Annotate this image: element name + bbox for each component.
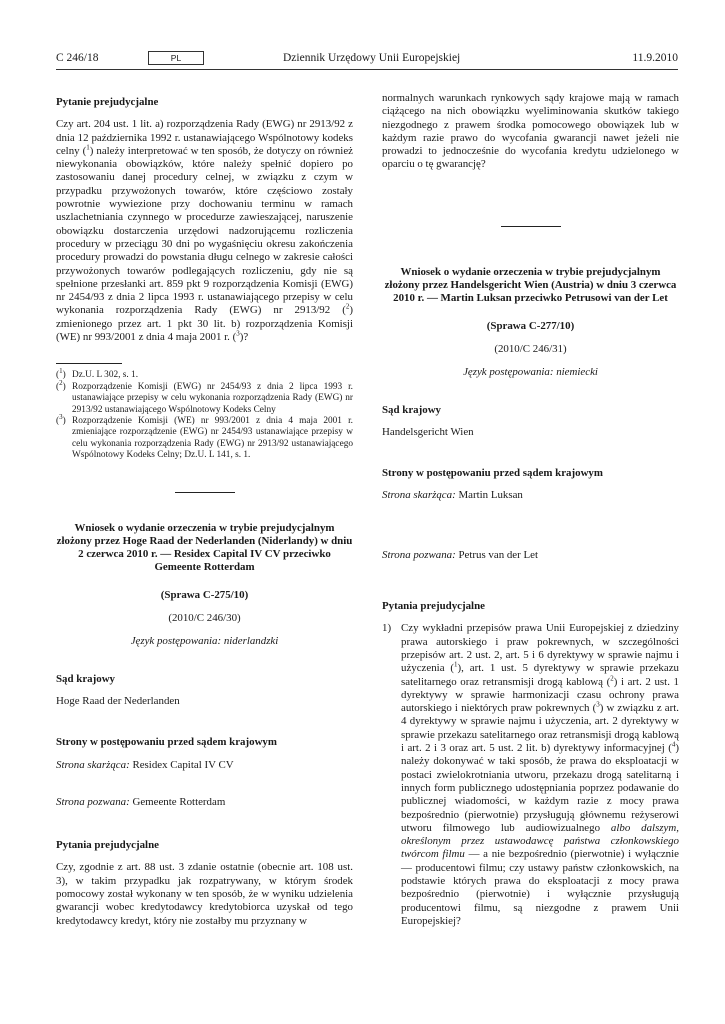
questions-heading: Pytania prejudycjalne xyxy=(56,839,159,852)
question-heading: Pytanie prejudycjalne xyxy=(56,96,159,108)
plaintiff: Strona skarżąca: Residex Capital IV CV xyxy=(56,758,234,771)
right-column xyxy=(382,92,679,928)
question-body: Czy art. 204 ust. 1 lit. a) rozporządzenia Rady (EWG) nr 2913/92 z dnia 12 października 1992 r. ustanawiającego Wspólnotowy kodeks celny ($^1$) należy interpretować w ten sposób, że dotyczy on również niewykonania obowiązków, które należy spełnić dopiero po zastosowaniu danej procedury celnej, w związku z czym w przypadku przywożonych towarów, które częściowo zostały powrotnie wywiezione przy dochowaniu terminu w ramach uszlachetniania czynnego w procedurze zawieszającej, naruszenie obowiązku dostarczenia urzędowi nadzorującemu rozliczenia procedury w przeciągu 30 dni po wygaśnięciu okresu zakończenia procedury prowadzi do powstania długu celnego w zakresie całości przywożonych towarów podlegających rozliczeniu, gdy nie są spełnione przesłanki art. 859 pkt 9 rozporządzenia Komisji (EWG) nr 2454/93 z dnia 2 lipca 1993 r. ustanawiającego przepisy w celu wykonania rozporządzenia Rady (EWG) nr 2913/92 ($^2$) zmienionego przez art. 1 pkt 30 lit. b) rozporządzenia Komisji (WE) nr 993/2001 z dnia 4 maja 2001 r. ($^3$)? xyxy=(56,118,353,344)
case-number: (Sprawa C-277/10) xyxy=(486,319,575,332)
case-title: Wniosek o wydanie orzeczenia w trybie prejudycjalnym złożony przez Handelsgericht Wien (Austria) w dniu 3 czerwca 2010 r. — Martin Luksan przeciwko Petrusowi van der Let xyxy=(384,265,677,305)
journal-title: Dziennik Urzędowy Unii Europejskiej xyxy=(283,52,461,64)
left-column xyxy=(56,92,353,928)
defendant: Strona pozwana: Gemeente Rotterdam xyxy=(56,795,226,808)
footnotes xyxy=(56,367,353,461)
language-of-proceedings: Język postępowania: niderlandzki xyxy=(130,635,279,648)
court-name: Handelsgericht Wien xyxy=(382,425,474,438)
issue-date: 11.9.2010 xyxy=(632,52,678,64)
court-heading: Sąd krajowy xyxy=(382,403,441,416)
court-heading: Sąd krajowy xyxy=(56,672,115,685)
defendant: Strona pozwana: Petrus van der Let xyxy=(382,548,539,561)
footnote: ($^2$) Rozporządzenie Komisji (EWG) nr 2454/93 z dnia 2 lipca 1993 r. ustanawiające przepisy w celu wykonania rozporządzenia Rady (EWG) nr 2913/92 ustanawiającego Wspólnotowy Kodeks Celny xyxy=(56,378,353,415)
case-number: (Sprawa C-275/10) xyxy=(160,588,249,601)
continued-text: normalnych warunkach rynkowych sądy krajowe mają w ramach ciążącego na nich obowiązku wyeliminowania skutków takiego niezgodnego z prawem środka pomocowego obowiązek lub w każdym razie prawo do wycofania gwarancji nawet jeżeli nie prowadzi to jednocześnie do wycofania kredytu udzielonego w oparciu o tę gwarancję? xyxy=(382,92,679,171)
header-rule xyxy=(56,69,678,70)
footnote: ($^1$) Dz.U. L 302, s. 1. xyxy=(56,367,139,381)
parties-heading: Strony w postępowaniu przed sądem krajowym xyxy=(56,736,277,749)
section-separator xyxy=(501,226,561,227)
footnote-rule xyxy=(56,363,122,364)
section-separator xyxy=(175,492,235,493)
court-name: Hoge Raad der Nederlanden xyxy=(56,694,180,707)
language-box: PL xyxy=(148,51,204,65)
question-item: 1) Czy wykładni przepisów prawa Unii Europejskiej z dziedziny prawa autorskiego i praw pokrewnych, w szczególności przepisów art. 2 ust. 2, art. 5 i 6 dyrektywy w sprawie najmu i użyczenia ($^1$), art. 1 ust. 5 dyrektywy w sprawie przekazu satelitarnego oraz retransmisji drogą kablową ($^2$) i art. 2 ust. 1 dyrektywy w sprawie harmonizacji czasu ochrony prawa autorskiego i niektórych praw pokrewnych ($^3$) w związku z art. 4 dyrektywy w sprawie najmu i użyczenia, art. 2 dyrektywy w sprawie przekazu satelitarnego oraz retransmisji drogą kablową i art. 2 i 3 oraz art. 5 ust. 2 lit. b) dyrektywy informacyjnej ($^4$) należy dokonywać w taki sposób, że prawa do eksploatacji w postaci zwielokrotniania utworu, przekazu drogą satelitarną i innych form publicznego udostępniania poprzez podawanie do publicznej wiadomości, w każdym razie z mocy prawa bezpośrednio (pierwotnie) przysługują głównemu reżyserowi utworu filmowego lub audiowizualnego albo dalszym, określonym przez ustawodawcę państwa członkowskiego twórcom filmu — a nie bezpośrednio (pierwotnie) i wyłącznie — producentowi filmu; czy ustawy państw członkowskich, na podstawie których prawa do eksploatacji z mocy prawa bezpośrednio (pierwotnie) i wyłącznie przysługują producentowi filmu, są niezgodne z prawem Unii Europejskiej? xyxy=(382,622,679,927)
page-reference: C 246/18 xyxy=(56,52,99,64)
plaintiff: Strona skarżąca: Martin Luksan xyxy=(382,489,523,502)
case-title: Wniosek o wydanie orzeczenia w trybie prejudycjalnym złożony przez Hoge Raad der Nederlanden (Niderlandy) w dniu 2 czerwca 2010 r. — Residex Capital IV CV przeciwko Gemeente Rotterdam xyxy=(56,521,353,574)
language-of-proceedings: Język postępowania: niemiecki xyxy=(463,366,598,379)
questions-heading: Pytania prejudycjalne xyxy=(382,600,485,613)
case-reference: (2010/C 246/31) xyxy=(494,342,567,355)
case-reference: (2010/C 246/30) xyxy=(168,612,241,625)
page-header xyxy=(56,52,678,70)
footnote: ($^3$) Rozporządzenie Komisji (WE) nr 993/2001 z dnia 4 maja 2001 r. zmieniające rozporządzenie (EWG) nr 2454/93 ustanawiające przepisy w celu wykonania rozporządzenia Rady (EWG) nr 2913/92 ustanawiającego Wspólnotowy Kodeks Celny; Dz.U. L 141, s. 1. xyxy=(56,412,353,461)
questions-body: Czy, zgodnie z art. 88 ust. 3 zdanie ostatnie (obecnie art. 108 ust. 3), w takim przypadku jak rozpatrywany, w którym środek pomocowy został wykonany w ten sposób, że w wyniku udzielenia gwarancji wobec kredytodawcy kredytobiorca uzyskał od tego kredytodawcy kredyt, który nie zostałby mu przyznany w xyxy=(56,861,353,927)
parties-heading: Strony w postępowaniu przed sądem krajowym xyxy=(382,467,603,480)
